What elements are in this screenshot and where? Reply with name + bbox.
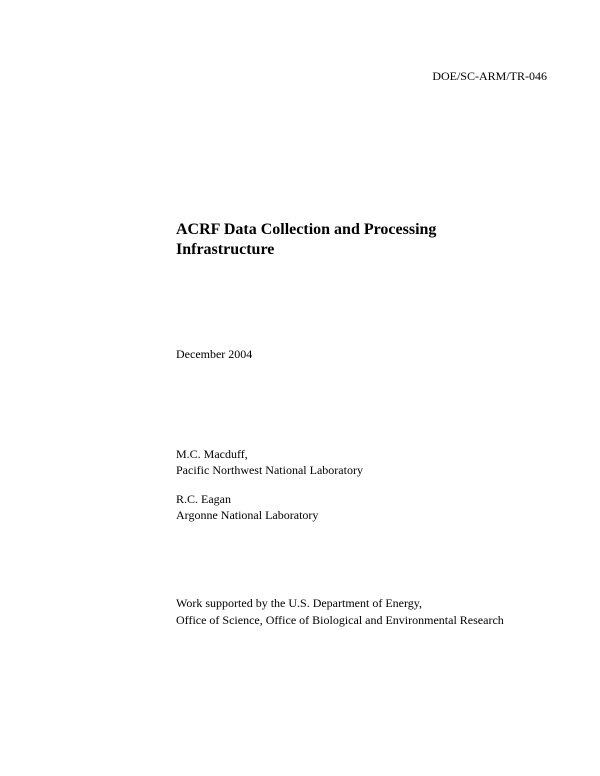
report-title (176, 220, 536, 260)
author-affiliation: Pacific Northwest National Laboratory (176, 463, 363, 477)
author-block-2 (176, 491, 318, 523)
publication-date: December 2004 (176, 347, 253, 361)
author-affiliation: Argonne National Laboratory (176, 508, 319, 522)
author-name: M.C. Macduff, (176, 447, 248, 461)
funding-statement-line-2: Office of Science, Office of Biological and Environmental Research (176, 613, 504, 627)
report-title-line-1: ACRF Data Collection and Processing (176, 221, 437, 238)
funding-statement-line-1: Work supported by the U.S. Department of Energy, (176, 596, 422, 610)
author-name: R.C. Eagan (176, 492, 231, 506)
report-number: DOE/SC-ARM/TR-046 (432, 69, 547, 83)
author-block-1 (176, 446, 363, 478)
report-title-line-2: Infrastructure (176, 241, 275, 258)
funding-statement (176, 595, 504, 629)
